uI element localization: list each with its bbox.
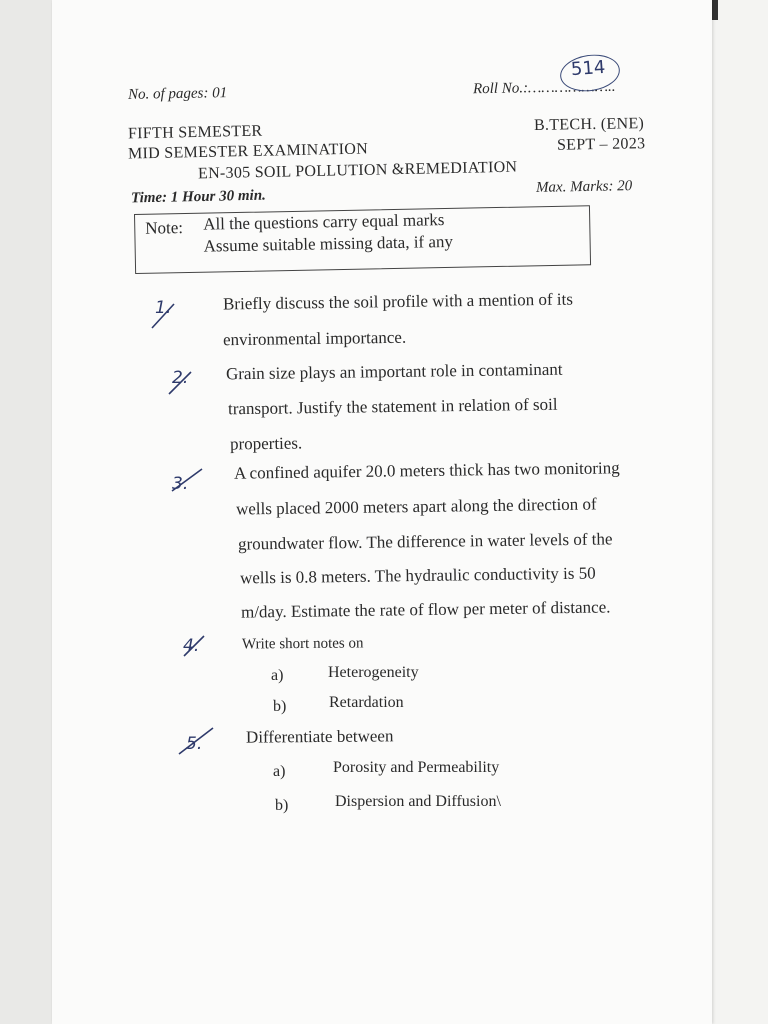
roll-number-label: Roll No.:………………..: [472, 78, 616, 98]
question-2-line: transport. Justify the statement in relation of soil: [227, 394, 558, 419]
max-marks-label: Max. Marks: 20: [535, 178, 633, 196]
sub-item-letter: b): [275, 797, 289, 814]
tick-mark-icon: [148, 300, 178, 332]
roll-number-handwritten: 514: [570, 56, 607, 81]
course-title: EN-305 SOIL POLLUTION &REMEDIATION: [197, 158, 518, 183]
question-4-line: Write short notes on: [241, 635, 364, 653]
question-2-handwritten-mark: 2.: [172, 368, 189, 388]
pages-count: No. of pages: 01: [127, 85, 228, 103]
question-1-line: Briefly discuss the soil profile with a mention of its: [222, 289, 573, 314]
tick-mark-icon: [165, 368, 195, 398]
tick-mark-icon: [180, 632, 210, 660]
time-label: Time: 1 Hour 30 min.: [130, 187, 267, 207]
session-label: SEPT – 2023: [556, 135, 646, 154]
sub-item-text: Heterogeneity: [328, 664, 419, 681]
tick-mark-icon: [175, 724, 217, 758]
tick-mark-icon: [168, 465, 208, 495]
question-4-handwritten-mark: 4.: [183, 636, 200, 656]
question-5-line: Differentiate between: [245, 726, 394, 747]
sub-item-text: Porosity and Permeability: [333, 759, 500, 776]
question-3-line: wells placed 2000 meters apart along the direction of: [235, 494, 597, 519]
question-3-line: groundwater flow. The difference in water levels of the: [237, 529, 613, 554]
question-3-line: m/day. Estimate the rate of flow per meter of distance.: [240, 597, 611, 622]
question-5-handwritten-mark: 5.: [186, 734, 203, 754]
background-page-corner: [712, 0, 718, 20]
sub-item-letter: a): [271, 667, 284, 684]
question-1-line: environmental importance.: [222, 327, 407, 350]
note-label: Note:: [145, 218, 184, 238]
question-1-handwritten-mark: 1.: [155, 298, 172, 318]
question-3-handwritten-mark: 3.: [172, 474, 189, 494]
background-page-edge: [712, 0, 768, 1024]
sub-item-letter: b): [273, 698, 287, 715]
semester-title: FIFTH SEMESTER: [127, 122, 263, 143]
sub-item-letter: a): [273, 763, 286, 780]
note-box: [134, 205, 591, 274]
question-3-line: wells is 0.8 meters. The hydraulic conductivity is 50: [239, 563, 596, 588]
exam-title: MID SEMESTER EXAMINATION: [127, 140, 369, 163]
question-3-line: A confined aquifer 20.0 meters thick has two monitoring: [233, 458, 620, 483]
note-line: All the questions carry equal marks: [203, 210, 445, 234]
sub-item-text: Dispersion and Diffusion\: [335, 793, 501, 810]
sub-item-text: Retardation: [329, 694, 404, 711]
program-label: B.TECH. (ENE): [533, 115, 645, 134]
question-2-line: properties.: [229, 433, 303, 454]
note-line: Assume suitable missing data, if any: [203, 231, 454, 256]
question-2-line: Grain size plays an important role in contaminant: [225, 359, 563, 384]
